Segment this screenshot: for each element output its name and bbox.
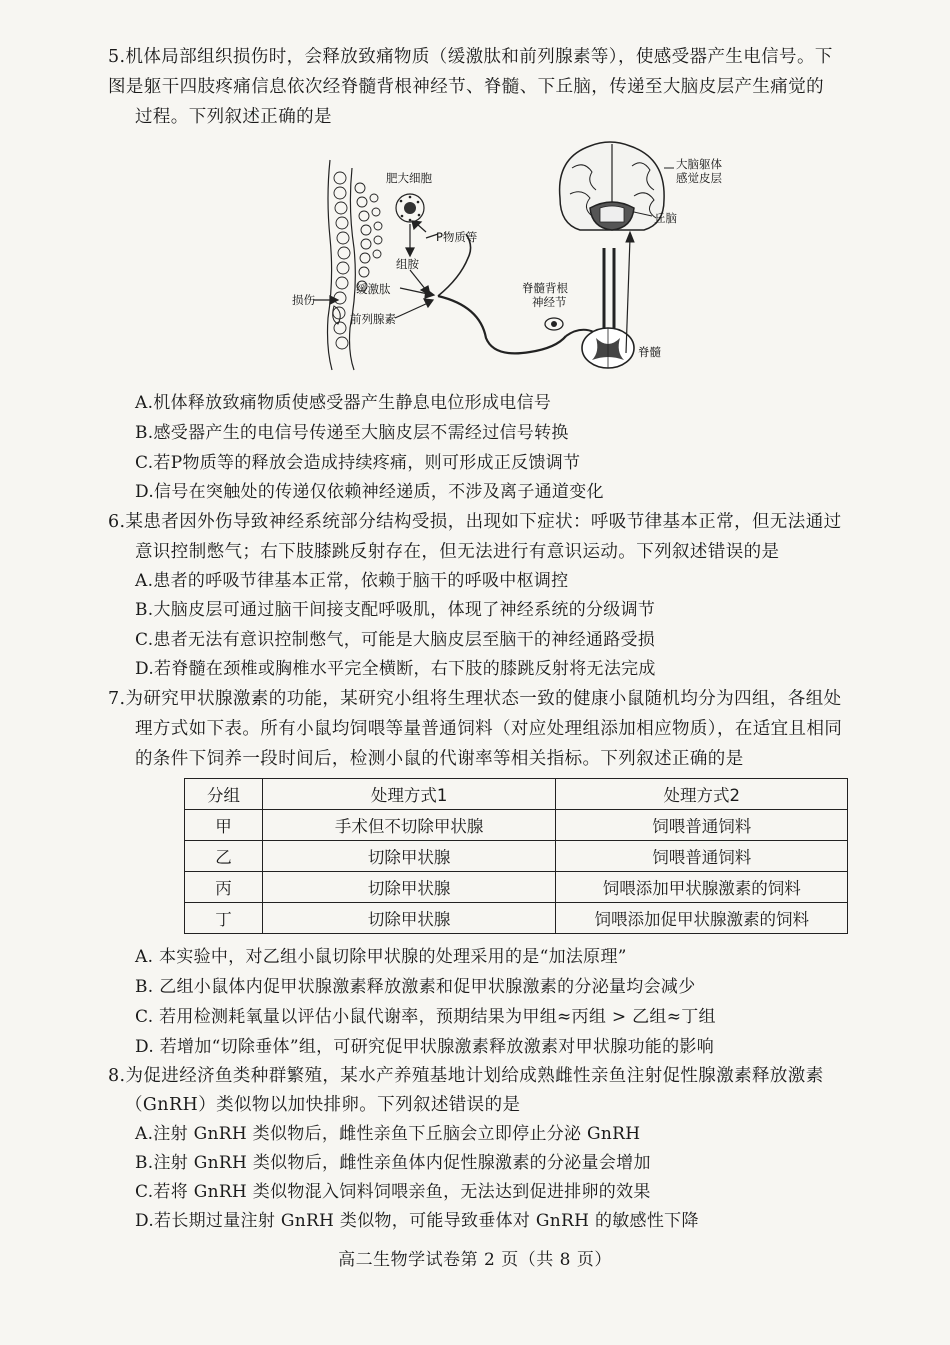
table-cell: 饲喂添加促甲状腺激素的饲料 <box>556 903 848 934</box>
table-cell: 饲喂普通饲料 <box>556 810 848 841</box>
q7-stem-line-1: 7.为研究甲状腺激素的功能，某研究小组将生理状态一致的健康小鼠随机均分为四组，各组处 <box>108 689 842 709</box>
brain <box>560 142 665 230</box>
label-mast-cell: 肥大细胞 <box>386 171 432 185</box>
q7-option-b: B. 乙组小鼠体内促甲状腺激素释放激素和促甲状腺激素的分泌量均会减少 <box>135 977 696 997</box>
label-injury: 损伤 <box>292 293 315 307</box>
q6-stem-line-2: 意识控制憋气；右下肢膝跳反射存在，但无法进行有意识运动。下列叙述错误的是 <box>135 542 780 562</box>
arrows <box>314 221 438 318</box>
q8-option-c: C.若将 GnRH 类似物混入饲料饲喂亲鱼，无法达到促进排卵的效果 <box>135 1182 651 1202</box>
q7-option-a: A. 本实验中，对乙组小鼠切除甲状腺的处理采用的是“加法原理” <box>135 947 627 967</box>
label-prostaglandin: 前列腺素 <box>350 312 396 326</box>
q6-option-d: D.若脊髓在颈椎或胸椎水平完全横断，右下肢的膝跳反射将无法完成 <box>135 659 656 679</box>
q6-option-c: C.患者无法有意识控制憋气，可能是大脑皮层至脑干的神经通路受损 <box>135 630 656 650</box>
label-cortex-2: 感觉皮层 <box>676 171 722 185</box>
table-header-row <box>185 779 848 810</box>
q5-stem-line-2: 图是躯干四肢疼痛信息依次经脊髓背根神经节、脊髓、下丘脑，传递至大脑皮层产生痛觉的 <box>108 77 824 97</box>
label-dorsal-root-1: 脊髓背根 <box>522 281 568 295</box>
dorsal-root-ganglion <box>545 318 563 330</box>
table-row <box>185 903 848 934</box>
label-p-substance: P物质等 <box>436 230 478 244</box>
label-histamine: 组胺 <box>396 257 419 271</box>
mast-cell <box>396 194 424 222</box>
table-cell: 手术但不切除甲状腺 <box>262 810 556 841</box>
pain-pathway-diagram <box>290 138 722 378</box>
q6-option-b: B.大脑皮层可通过脑干间接支配呼吸肌，体现了神经系统的分级调节 <box>135 600 656 620</box>
table-cell: 甲 <box>185 810 263 841</box>
q7-stem-line-2: 理方式如下表。所有小鼠均饲喂等量普通饲料（对应处理组添加相应物质），在适宜且相同 <box>135 719 843 739</box>
table-cell: 丁 <box>185 903 263 934</box>
header-group: 分组 <box>185 779 263 810</box>
header-treatment-2: 处理方式2 <box>556 779 848 810</box>
label-spinal-cord: 脊髓 <box>638 345 661 359</box>
q5-stem-line-3: 过程。下列叙述正确的是 <box>135 107 332 127</box>
q8-option-a: A.注射 GnRH 类似物后，雌性亲鱼下丘脑会立即停止分泌 GnRH <box>135 1124 641 1144</box>
table-cell: 饲喂普通饲料 <box>556 841 848 872</box>
page-footer: 高二生物学试卷第 2 页（共 8 页） <box>338 1250 612 1270</box>
label-hypothalamus: 丘脑 <box>654 211 677 225</box>
q7-stem-line-3: 的条件下饲养一段时间后，检测小鼠的代谢率等相关指标。下列叙述正确的是 <box>135 749 744 769</box>
q5-option-c: C.若P物质等的释放会造成持续疼痛，则可形成正反馈调节 <box>135 453 581 473</box>
q7-option-d: D. 若增加“切除垂体”组，可研究促甲状腺激素释放激素对甲状腺功能的影响 <box>135 1037 715 1057</box>
table-cell: 切除甲状腺 <box>262 841 556 872</box>
q5-stem-line-1: 5.机体局部组织损伤时，会释放致痛物质（缓激肽和前列腺素等），使感受器产生电信号。下 <box>108 47 833 67</box>
q7-option-c: C. 若用检测耗氧量以评估小鼠代谢率，预期结果为甲组≈丙组 > 乙组≈丁组 <box>135 1007 716 1027</box>
table-cell: 切除甲状腺 <box>262 903 556 934</box>
q5-option-b: B.感受器产生的电信号传递至大脑皮层不需经过信号转换 <box>135 423 569 443</box>
q6-stem-line-1: 6.某患者因外伤导致神经系统部分结构受损，出现如下症状：呼吸节律基本正常，但无法通过 <box>108 512 842 532</box>
table-cell: 乙 <box>185 841 263 872</box>
label-dorsal-root-2: 神经节 <box>532 295 567 309</box>
q5-option-d: D.信号在突触处的传递仅依赖神经递质，不涉及离子通道变化 <box>135 482 604 502</box>
table-row <box>185 841 848 872</box>
q8-option-d: D.若长期过量注射 GnRH 类似物，可能导致垂体对 GnRH 的敏感性下降 <box>135 1211 699 1231</box>
label-bradykinin: 缓激肽 <box>356 282 391 296</box>
q8-stem-line-1: 8.为促进经济鱼类种群繁殖，某水产养殖基地计划给成熟雌性亲鱼注射促性腺激素释放激素 <box>108 1066 824 1086</box>
table-cell: 饲喂添加甲状腺激素的饲料 <box>556 872 848 903</box>
pain-pathway-figure <box>290 138 722 378</box>
table-cell: 丙 <box>185 872 263 903</box>
skin-tissue <box>328 160 383 370</box>
table-row <box>185 810 848 841</box>
header-treatment-1: 处理方式1 <box>262 779 556 810</box>
table-row <box>185 872 848 903</box>
q5-option-a: A.机体释放致痛物质使感受器产生静息电位形成电信号 <box>135 393 552 413</box>
table-cell: 切除甲状腺 <box>262 872 556 903</box>
q8-stem-line-2: （GnRH）类似物以加快排卵。下列叙述错误的是 <box>125 1095 521 1115</box>
label-cortex-1: 大脑躯体 <box>676 157 722 171</box>
treatment-table <box>184 778 848 934</box>
q8-option-b: B.注射 GnRH 类似物后，雌性亲鱼体内促性腺激素的分泌量会增加 <box>135 1153 651 1173</box>
q6-option-a: A.患者的呼吸节律基本正常，依赖于脑干的呼吸中枢调控 <box>135 571 569 591</box>
sensory-nerve <box>438 234 594 353</box>
